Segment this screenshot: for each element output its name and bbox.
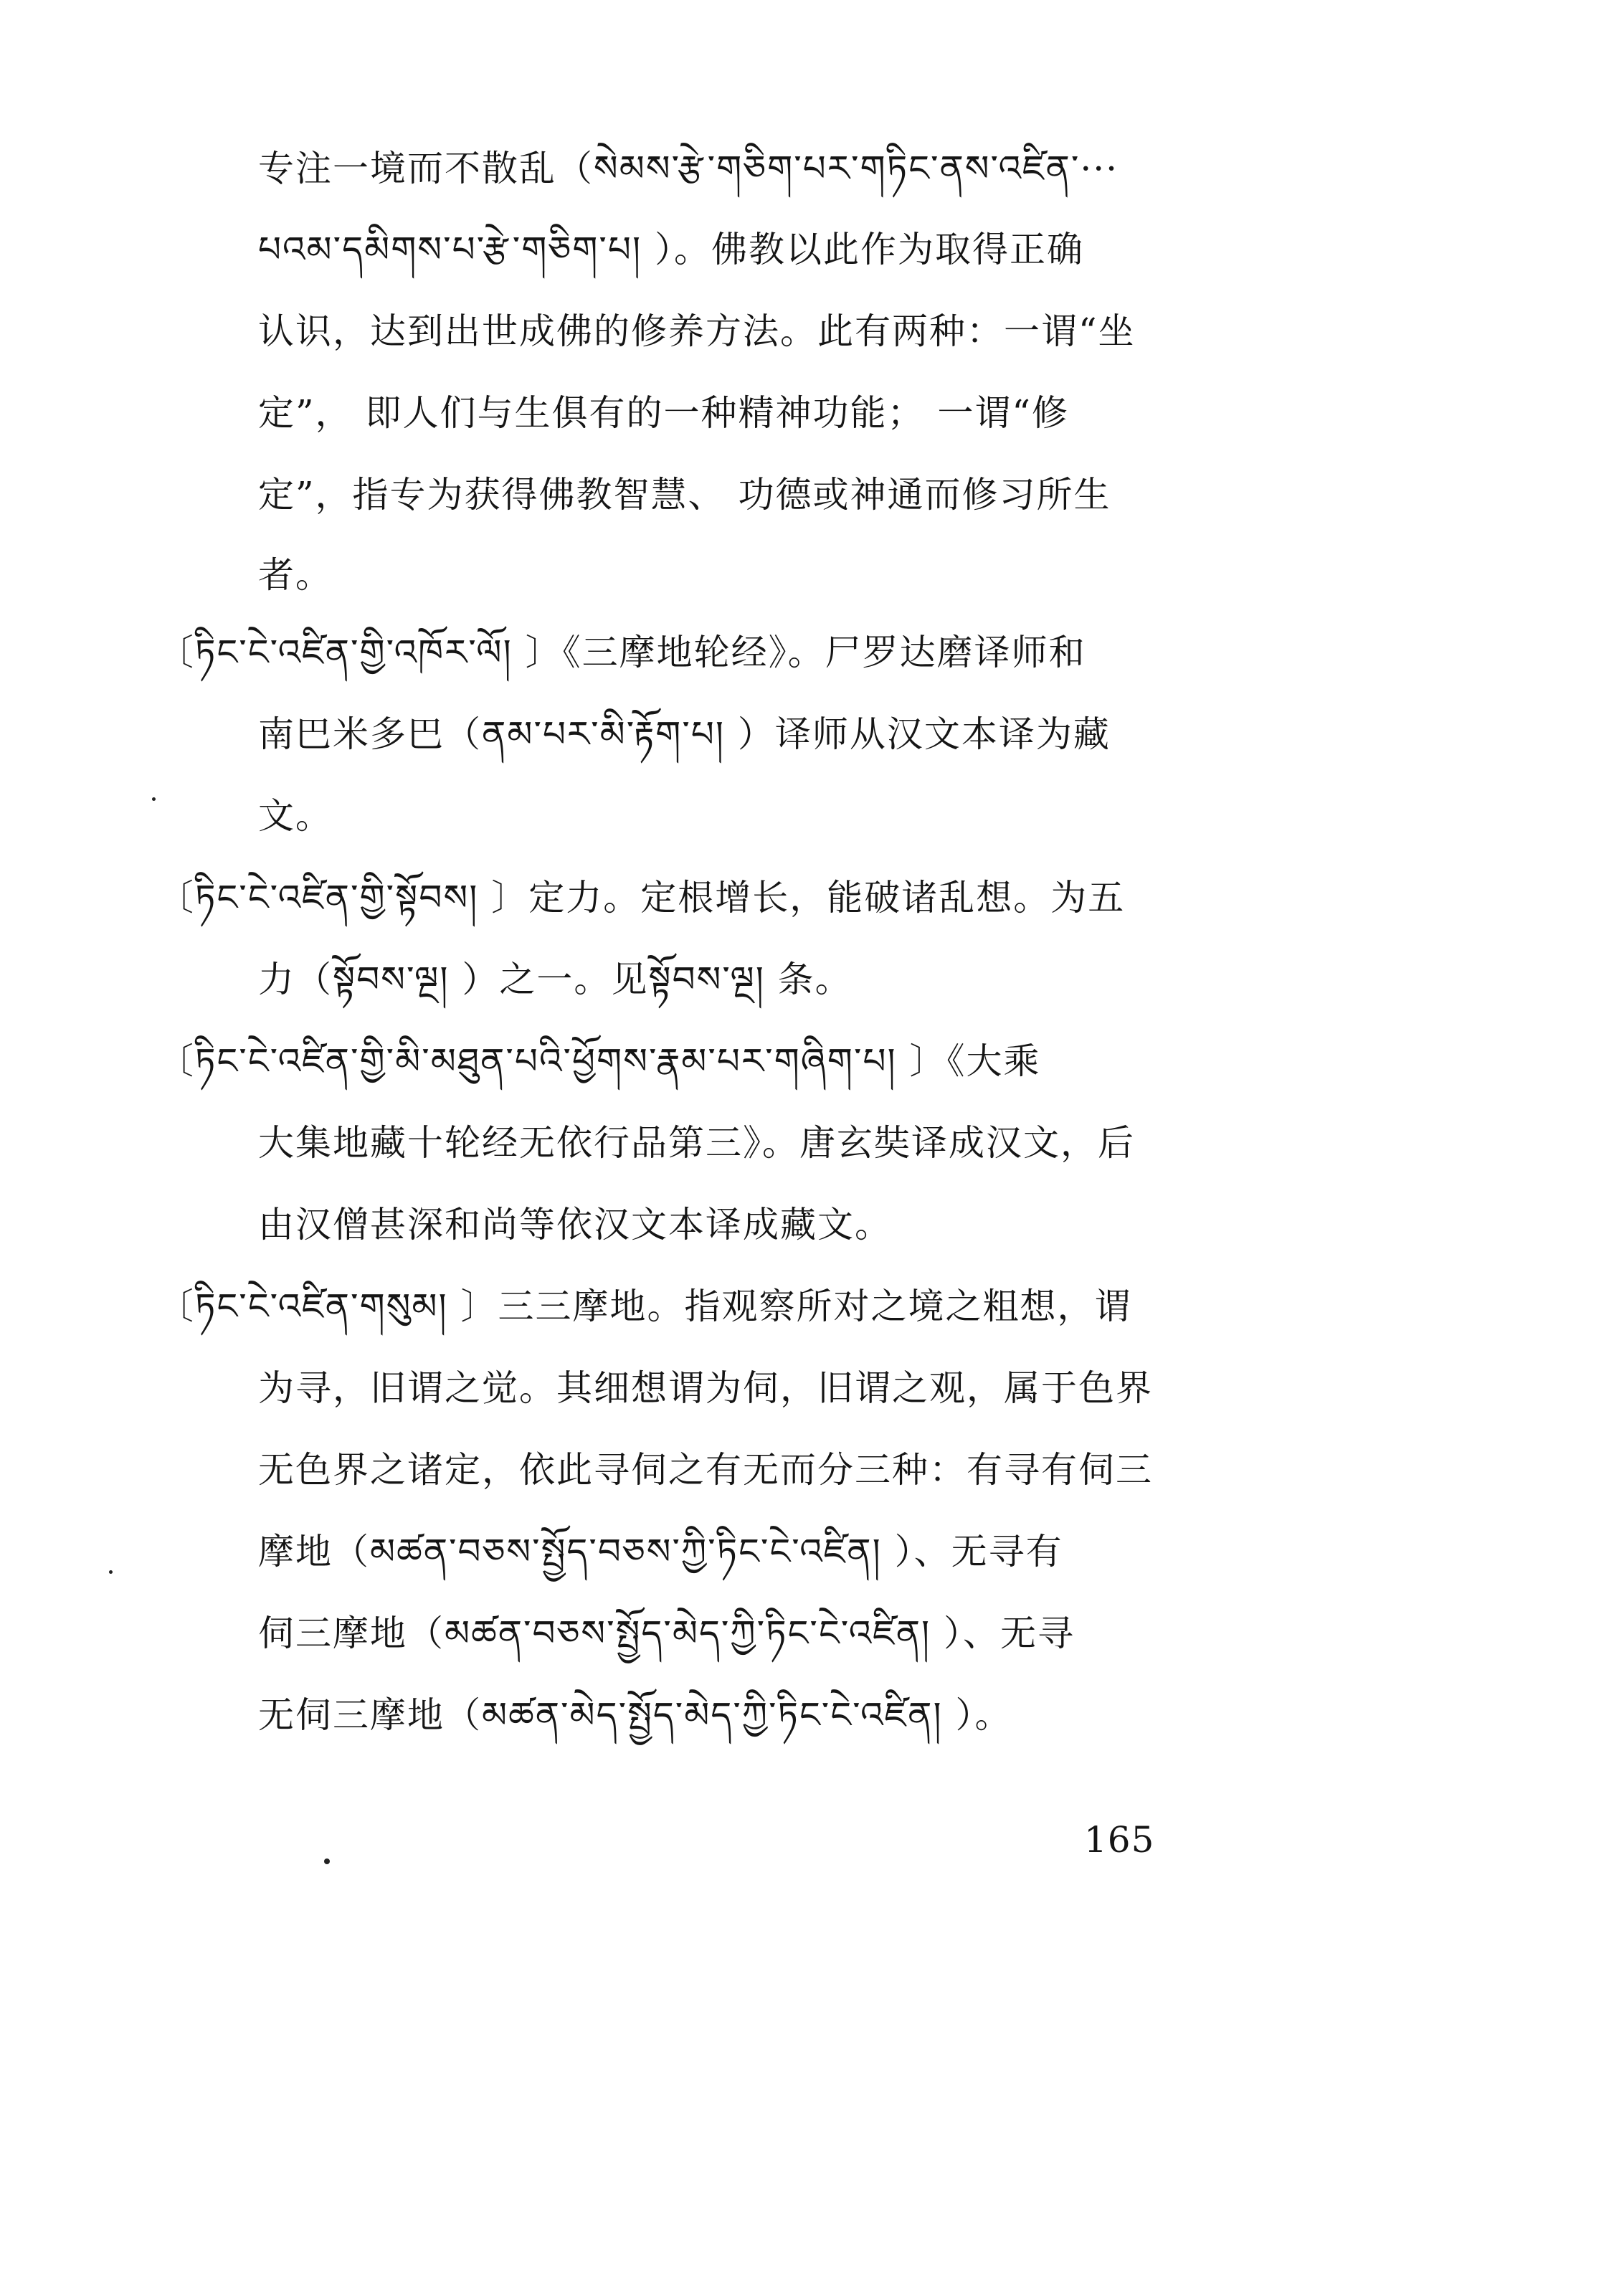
entry-dasacakra-line-2: 大集地藏十轮经无依行品第三》。唐玄奘译成汉文，后 bbox=[258, 1122, 1135, 1164]
entry-three-samadhi-line-4: 摩地（མཚན་བཅས་སྤྱོད་བཅས་ཀྱི་ཏིང་ངེ་འཛིན། ）、无寻有 bbox=[258, 1531, 1063, 1572]
entry-intro-line-5: 定”，指专为获得佛教智慧、 功德或神通而修习所生 bbox=[258, 474, 1111, 516]
entry-intro-line-3: 认识，达到出世成佛的修养方法。此有两种：一谓“坐 bbox=[258, 310, 1136, 352]
entry-samadhi-bala-headword-line: 〔ཏིང་ངེ་འཛིན་གྱི་སྟོབས། 〕定力。定根增长，能破诸乱想。为五 bbox=[158, 877, 1126, 918]
entry-samadhiraja-headword-line: 〔ཏིང་ངེ་འཛིན་གྱི་འཁོར་ལོ། 〕《三摩地轮经》。尸罗达磨译师和 bbox=[158, 632, 1086, 673]
scan-speck bbox=[109, 1570, 113, 1574]
entry-dasacakra-line-3: 由汉僧甚深和尚等依汉文本译成藏文。 bbox=[258, 1204, 892, 1245]
entry-intro-line-1: 专注一境而不散乱（སེམས་རྩེ་གཅིག་པར་གཏིང་ནས་འཛིན་··· bbox=[258, 148, 1119, 189]
scan-speck bbox=[152, 797, 156, 801]
entry-three-samadhi-line-5: 伺三摩地（མཚན་བཅས་སྤྱོད་མེད་ཀྱི་ཏིང་ངེ་འཛིན། ）、无寻 bbox=[258, 1613, 1075, 1654]
entry-samadhiraja-line-2: 南巴米多巴（ནམ་པར་མི་རྟོག་པ། ）译师从汉文本译为藏 bbox=[258, 713, 1111, 755]
entry-dasacakra-headword-line: 〔ཏིང་ངེ་འཛིན་གྱི་མི་མཐུན་པའི་ཕྱོགས་རྣམ་པར་གཞིག་པ། 〕《大乘 bbox=[158, 1040, 1041, 1082]
scan-speck bbox=[324, 1858, 330, 1864]
entry-three-samadhi-line-3: 无色界之诸定，依此寻伺之有无而分三种：有寻有伺三 bbox=[258, 1449, 1153, 1491]
page-number: 165 bbox=[1084, 1819, 1155, 1861]
entry-three-samadhi-line-6: 无伺三摩地（མཚན་མེད་སྤྱོད་མེད་ཀྱི་ཏིང་ངེ་འཛིན། ）。 bbox=[258, 1694, 1012, 1736]
entry-intro-line-4: 定”， 即人们与生俱有的一种精神功能； 一谓“修 bbox=[258, 392, 1069, 434]
entry-three-samadhi-headword-line: 〔ཏིང་ངེ་འཛིན་གསུམ། 〕三三摩地。指观察所对之境之粗想，谓 bbox=[158, 1286, 1132, 1327]
entry-intro-line-6: 者。 bbox=[258, 554, 333, 596]
entry-three-samadhi-line-2: 为寻，旧谓之觉。其细想谓为伺，旧谓之观，属于色界 bbox=[258, 1367, 1153, 1409]
entry-samadhiraja-line-3: 文。 bbox=[258, 795, 333, 837]
entry-samadhi-bala-line-2: 力（སྟོབས་ལྔ། ）之一。见སྟོབས་ལྔ། 条。 bbox=[258, 959, 853, 1000]
entry-intro-line-2: པའམ་དམིགས་པ་རྩེ་གཅིག་པ། ）。佛教以此作为取得正确 bbox=[258, 229, 1084, 270]
